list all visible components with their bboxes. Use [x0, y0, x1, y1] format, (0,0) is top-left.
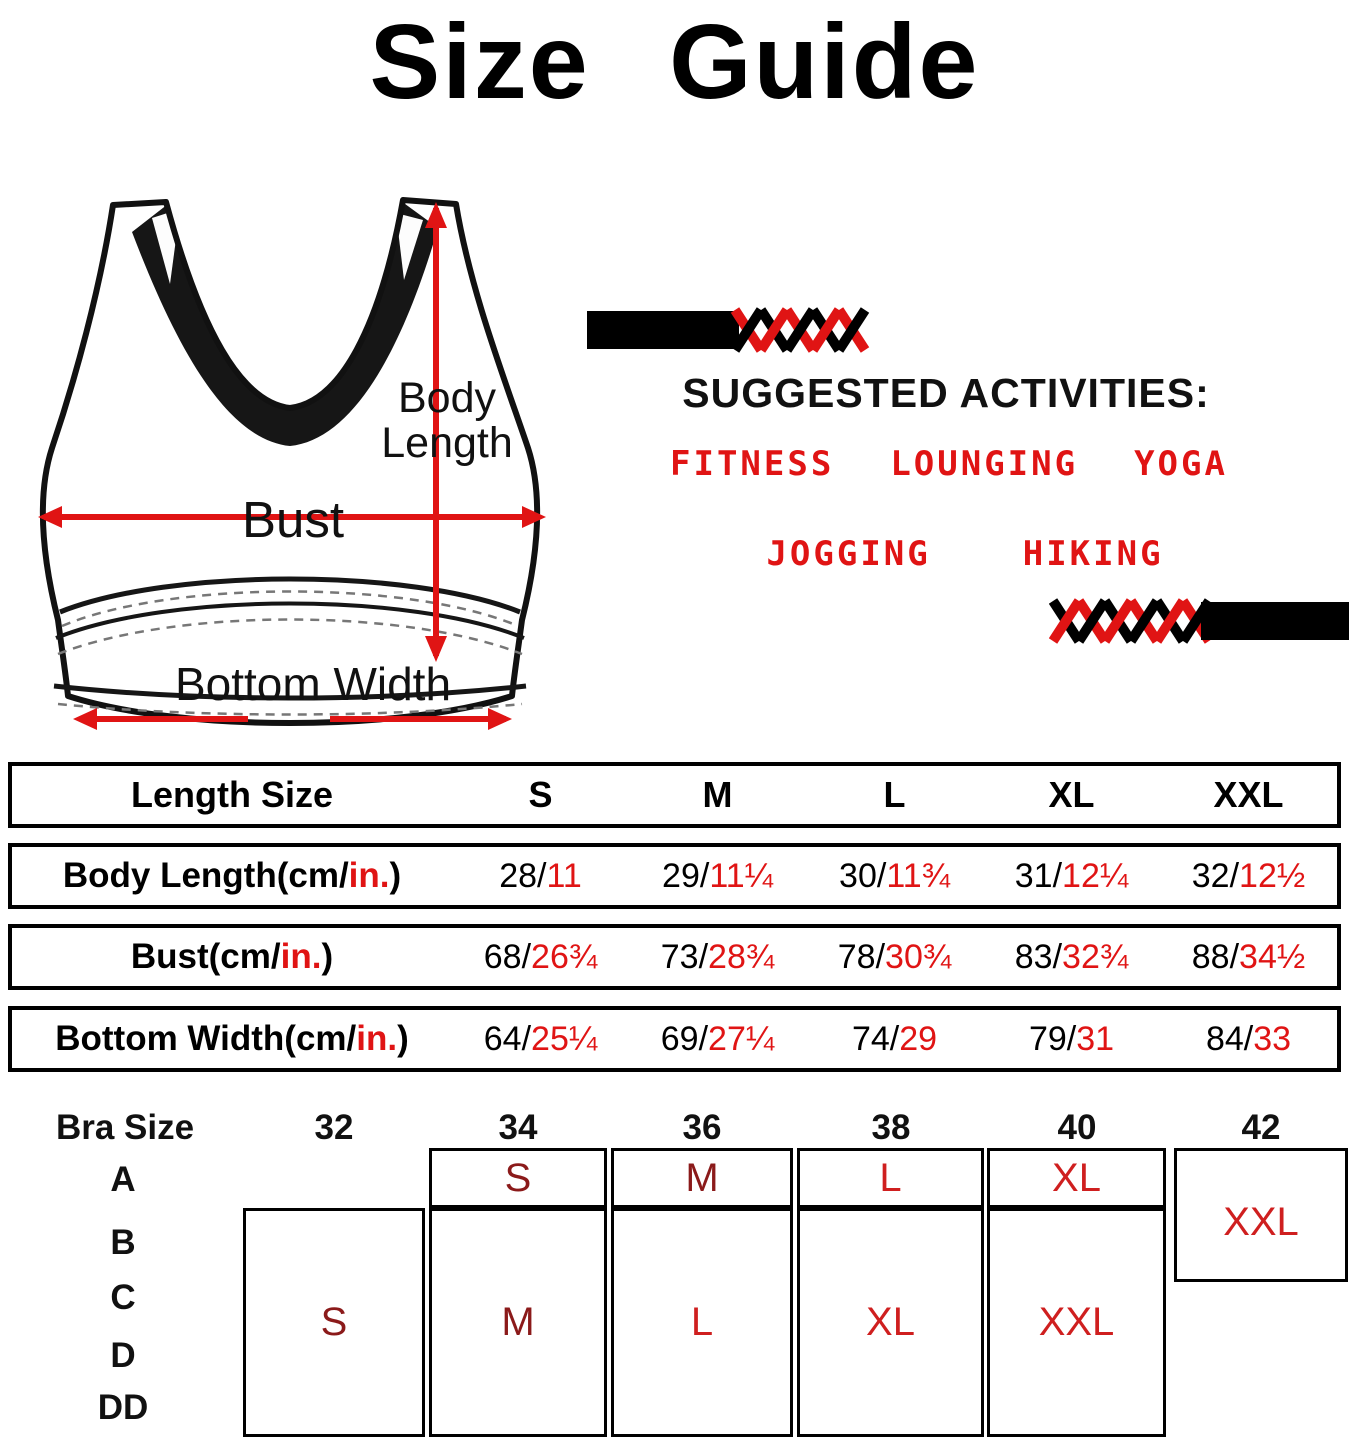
activity-lounging: LOUNGING	[890, 444, 1079, 484]
activity-fitness: FITNESS	[670, 444, 835, 484]
band-stitch-dashed-1	[62, 592, 518, 627]
band-header-40: 40	[1057, 1108, 1097, 1147]
chart-cell-36-l: L	[611, 1208, 793, 1437]
column-header-m: M	[702, 774, 733, 815]
cup-label-b: B	[110, 1223, 136, 1262]
band-header-36: 36	[682, 1108, 722, 1147]
bust-m: 73/28¾	[660, 937, 775, 976]
chart-cell-38a-l: L	[797, 1148, 984, 1208]
chart-cell-34a-s: S	[429, 1148, 607, 1208]
bottom-width-row-label: Bottom Width(cm/in.)	[55, 1019, 409, 1058]
page-title: Size Guide	[369, 3, 980, 121]
bust-s: 68/26¾	[483, 937, 598, 976]
bust-l: 78/30¾	[837, 937, 952, 976]
body-length-label: Body Length	[381, 374, 513, 468]
bottom-width-xxl: 84/33	[1205, 1019, 1292, 1058]
body-length-row-label: Body Length(cm/in.)	[62, 856, 402, 895]
activity-yoga: YOGA	[1134, 444, 1228, 484]
bottom-width-xl: 79/31	[1028, 1019, 1115, 1058]
cup-label-dd: DD	[97, 1388, 149, 1427]
chart-cell-36a-m: M	[611, 1148, 793, 1208]
body-length-l: 30/11¾	[839, 856, 950, 895]
activities-row-2	[620, 534, 1310, 574]
body-length-xl: 31/12¼	[1014, 856, 1129, 895]
chart-cell-38-xl: XL	[797, 1208, 984, 1437]
chart-cell-32-s: S	[243, 1208, 425, 1437]
body-length-s: 28/11	[499, 856, 582, 895]
activity-hiking: HIKING	[1022, 534, 1164, 574]
size-table-header-row	[8, 762, 1341, 828]
body-length-xxl: 32/12½	[1191, 856, 1306, 895]
body-length-m: 29/11¼	[662, 856, 773, 895]
bottom-width-m: 69/27¼	[660, 1019, 775, 1058]
chart-cell-42-xxl: XXL	[1174, 1148, 1348, 1282]
cup-label-d: D	[110, 1336, 136, 1375]
bottom-width-s: 64/25¼	[483, 1019, 598, 1058]
band-header-42: 42	[1241, 1108, 1281, 1147]
bust-label: Bust	[241, 491, 345, 548]
activities-row-1	[604, 444, 1294, 484]
chart-cell-40a-xl: XL	[987, 1148, 1166, 1208]
band-header-38: 38	[871, 1108, 911, 1147]
bra-size-corner-label: Bra Size	[55, 1108, 195, 1147]
bottom-width-row	[8, 1006, 1341, 1072]
chart-cell-40-xxl: XXL	[987, 1208, 1166, 1437]
band-header-34: 34	[498, 1108, 538, 1147]
bottom-width-label: Bottom Width	[174, 658, 452, 710]
activity-jogging: JOGGING	[766, 534, 931, 574]
bust-row-label: Bust(cm/in.)	[130, 937, 334, 976]
x-stitch-ribbon-top-icon	[587, 306, 887, 354]
body-length-row	[8, 843, 1341, 909]
band-stitch-dashed-2	[58, 620, 522, 655]
chart-cell-34-m: M	[429, 1208, 607, 1437]
bust-xl: 83/32¾	[1014, 937, 1129, 976]
band-header-32: 32	[314, 1108, 354, 1147]
bust-row	[8, 924, 1341, 990]
bottom-width-l: 74/29	[851, 1019, 938, 1058]
x-stitch-ribbon-bottom-icon	[1049, 597, 1349, 645]
bust-xxl: 88/34½	[1191, 937, 1306, 976]
cup-label-a: A	[110, 1160, 136, 1199]
column-header-l: L	[883, 774, 906, 815]
column-header-xl: XL	[1048, 774, 1095, 815]
length-size-header: Length Size	[130, 774, 333, 815]
column-header-xxl: XXL	[1213, 774, 1284, 815]
suggested-activities-heading: SUGGESTED ACTIVITIES:	[682, 370, 1210, 416]
cup-label-c: C	[110, 1278, 136, 1317]
column-header-s: S	[528, 774, 553, 815]
band-second-curve	[56, 604, 524, 639]
